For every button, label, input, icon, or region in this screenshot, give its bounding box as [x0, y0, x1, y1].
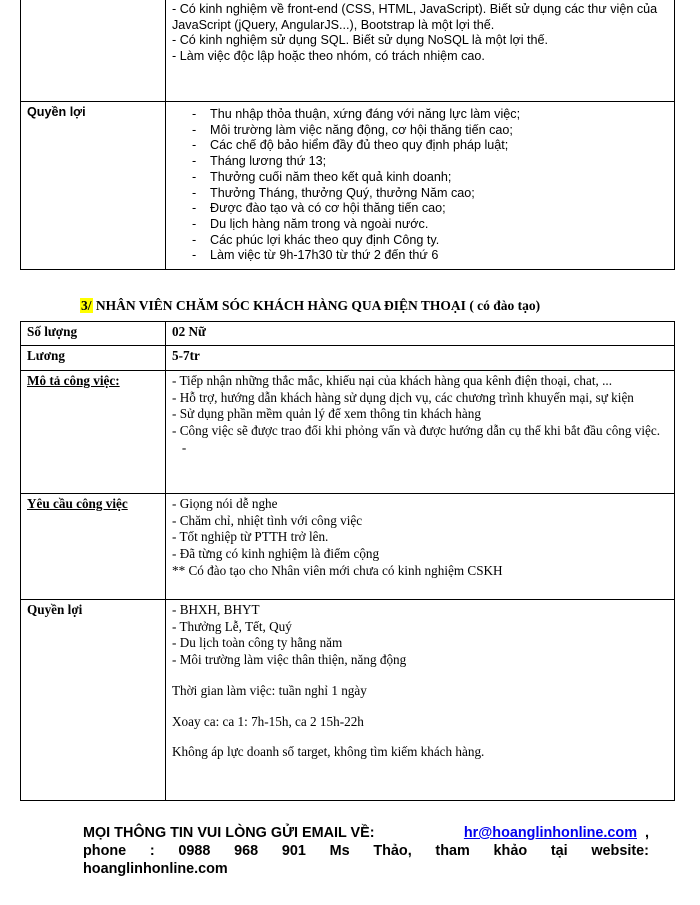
cskh-benefit-item: - Môi trường làm việc thân thiện, năng động: [172, 652, 407, 668]
phone-number-part: 968: [234, 843, 259, 859]
requirements-label-cell: [21, 0, 166, 102]
benefits-row: [21, 102, 675, 270]
description-cell: [166, 371, 675, 494]
description-item: - Sử dụng phần mềm quản lý để xem thông tin khách hàng: [172, 406, 481, 422]
quantity-value: 02 Nữ: [166, 322, 675, 346]
section-title: [80, 298, 540, 314]
footer-comma: ,: [645, 825, 649, 841]
job-requirements-label: Yêu cầu công việc: [27, 496, 128, 511]
footer-word: khảo: [493, 843, 528, 859]
working-time: Thời gian làm việc: tuần nghỉ 1 ngày: [172, 682, 367, 698]
website-link[interactable]: hoanglinhonline.com: [83, 861, 228, 877]
cskh-benefit-item: - BHXH, BHYT: [172, 602, 260, 617]
benefits-cell: [166, 102, 675, 270]
requirement-item: - Làm việc độc lập hoặc theo nhóm, có trách nhiệm cao.: [172, 49, 485, 64]
job-requirement-item: - Tốt nghiệp từ PTTH trở lên.: [172, 529, 329, 545]
description-item: - Hỗ trợ, hướng dẫn khách hàng sử dụng dịch vụ, các chương trình khuyến mại, sự kiện: [172, 389, 634, 405]
job-requirements-row: [21, 494, 675, 600]
contact-footer: [83, 824, 649, 878]
footer-email-prefix: MỌI THÔNG TIN VUI LÒNG GỬI EMAIL VỀ:: [83, 825, 375, 841]
description-item: - Công việc sẽ được trao đổi khi phỏng vấn và được hướng dẫn cụ thể khi bắt đầu công việc.: [172, 423, 661, 439]
benefit-item: - Các chế độ bảo hiểm đầy đủ theo quy định pháp luật;: [192, 138, 668, 154]
section-heading: NHÂN VIÊN CHĂM SÓC KHÁCH HÀNG QUA ĐIỆN THOẠI: [95, 298, 466, 313]
description-item: -: [172, 439, 187, 455]
description-row: [21, 371, 675, 494]
footer-word: website:: [591, 843, 649, 859]
footer-line-email: [83, 824, 649, 842]
footer-line-phone: [83, 842, 649, 860]
cskh-benefits-cell: [166, 600, 675, 801]
cskh-benefits-list: [172, 602, 668, 669]
footer-word: tại: [550, 843, 568, 859]
job-requirement-item: - Đã từng có kinh nghiệm là điểm cộng: [172, 546, 380, 562]
job-requirement-item: ** Có đào tạo cho Nhân viên mới chưa có kinh nghiệm CSKH: [172, 562, 503, 578]
footer-word: phone: [83, 843, 127, 859]
job-requirement-item: - Chăm chỉ, nhiệt tình với công việc: [172, 512, 363, 528]
cskh-benefit-item: - Thưởng Lễ, Tết, Quý: [172, 618, 292, 634]
footer-word: Ms: [329, 843, 350, 859]
benefit-item: - Thu nhập thỏa thuận, xứng đáng với năng lực làm việc;: [192, 107, 668, 123]
salary-value: 5-7tr: [166, 346, 675, 371]
email-link[interactable]: hr@hoanglinhonline.com: [463, 825, 637, 841]
job-requirements-label-cell: [21, 494, 166, 600]
requirements-row: [21, 0, 675, 102]
benefit-item: - Du lịch hàng năm trong và ngoài nước.: [192, 217, 668, 233]
footer-word: :: [149, 843, 155, 859]
benefit-item: - Thưởng cuối năm theo kết quả kinh doanh;: [192, 170, 668, 186]
phone-number-part: 0988: [178, 843, 211, 859]
contact-name: Thảo,: [373, 843, 412, 859]
benefits-list: [192, 107, 668, 264]
benefit-item: - Được đào tạo và có cơ hội thăng tiến cao;: [192, 201, 668, 217]
job-requirements-cell: [166, 494, 675, 600]
quantity-row: [21, 322, 675, 346]
requirement-item: - Có kinh nghiệm về front-end (CSS, HTML, JavaScript). Biết sử dụng các thư viện của JavaScript (jQuery, AngularJS...), Bootstrap là một lợi thế.: [172, 2, 658, 32]
benefit-item: - Môi trường làm việc năng động, cơ hội thăng tiến cao;: [192, 123, 668, 139]
description-label: Mô tả công việc:: [27, 373, 120, 388]
benefit-item: - Làm việc từ 9h-17h30 từ thứ 2 đến thứ 6: [192, 248, 668, 264]
benefit-item: - Tháng lương thứ 13;: [192, 154, 668, 170]
footer-word: tham: [435, 843, 470, 859]
shift-schedule: Xoay ca: ca 1: 7h-15h, ca 2 15h-22h: [172, 713, 364, 729]
benefit-item: - Các phúc lợi khác theo quy định Công ty.: [192, 233, 668, 249]
benefit-item: - Thưởng Tháng, thưởng Quý, thưởng Năm cao;: [192, 186, 668, 202]
job-table-cskh: [20, 321, 675, 801]
requirement-item: - Có kinh nghiệm sử dụng SQL. Biết sử dụng NoSQL là một lợi thế.: [172, 33, 549, 48]
job-requirement-item: - Giọng nói dễ nghe: [172, 496, 278, 511]
requirements-cell: [166, 0, 675, 102]
quantity-label: Số lượng: [21, 322, 166, 346]
section-heading-suffix: ( có đào tạo): [469, 298, 541, 313]
cskh-benefits-row: [21, 600, 675, 801]
description-item: - Tiếp nhận những thắc mắc, khiếu nại của khách hàng qua kênh điện thoại, chat, ...: [172, 373, 613, 388]
job-table-continued: [20, 0, 675, 270]
cskh-benefits-label: Quyền lợi: [21, 600, 166, 801]
sales-pressure-note: Không áp lực doanh số target, không tìm kiếm khách hàng.: [172, 744, 485, 760]
salary-row: [21, 346, 675, 371]
cskh-benefit-item: - Du lịch toàn công ty hằng năm: [172, 635, 343, 651]
salary-label: Lương: [21, 346, 166, 371]
phone-number-part: 901: [281, 843, 306, 859]
description-label-cell: [21, 371, 166, 494]
section-number: 3/: [81, 298, 92, 313]
benefits-label: Quyền lợi: [21, 102, 166, 270]
